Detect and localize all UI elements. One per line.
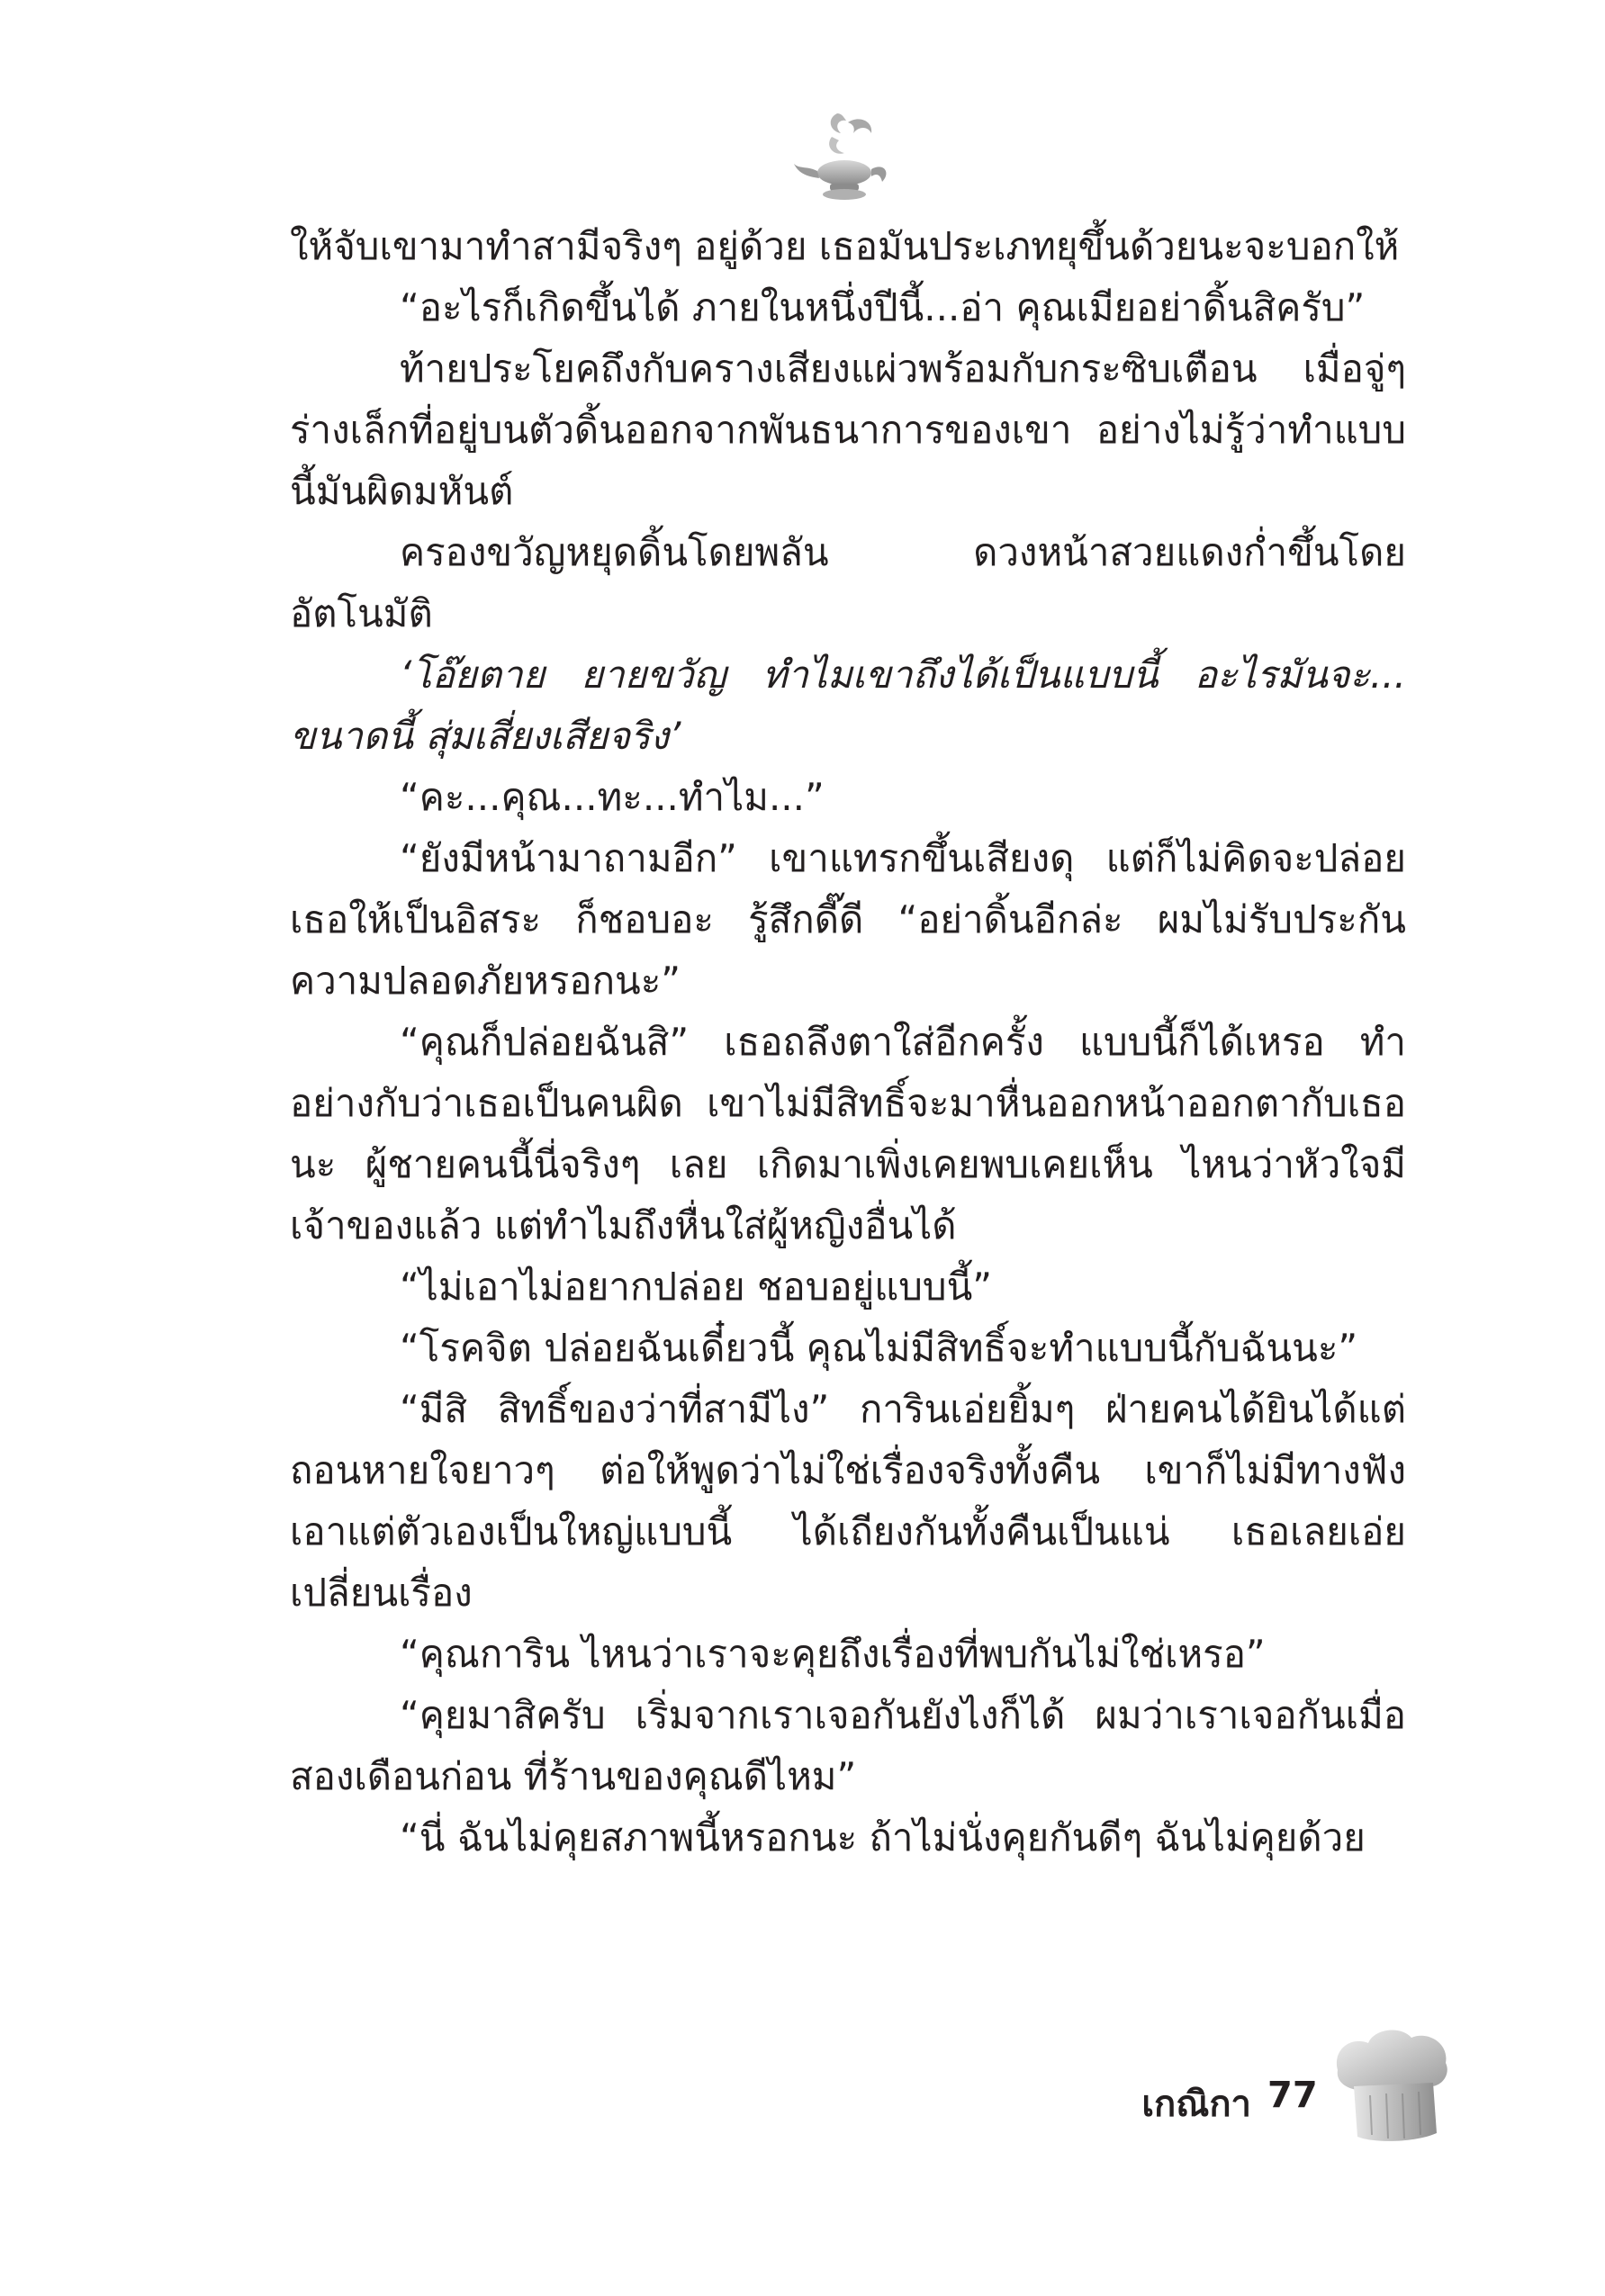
paragraph: “นี่ ฉันไม่คุยสภาพนี้หรอกนะ ถ้าไม่นั่งคุยกันดีๆ ฉันไม่คุยด้วย <box>400 1815 1366 1859</box>
paragraph: “อะไรก็เกิดขึ้นได้ ภายในหนึ่งปีนี้...อ่า คุณเมียอย่าดิ้นสิครับ” <box>400 285 1366 329</box>
paragraph: ครองขวัญหยุดดิ้นโดยพลัน ดวงหน้าสวยแดงก่ำขึ้นโดยอัตโนมัติ <box>290 530 1406 635</box>
paragraph: “คุณการิน ไหนว่าเราจะคุยถึงเรื่องที่พบกันไม่ใช่เหรอ” <box>400 1632 1266 1676</box>
paragraph: “โรคจิต ปล่อยฉันเดี๋ยวนี้ คุณไม่มีสิทธิ์จะทำแบบนี้กับฉันนะ” <box>400 1326 1358 1370</box>
chef-hat-icon <box>1330 2023 1455 2151</box>
paragraph: “คุณก็ปล่อยฉันสิ” เธอถลึงตาใส่อีกครั้ง แบบนี้ก็ได้เหรอ ทำอย่างกับว่าเธอเป็นคนผิด เขาไม่มีสิทธิ์จะมาหื่นออกหน้าออกตากับเธอนะ ผู้ชายคนนี้นี่จริงๆ เลย เกิดมาเพิ่งเคยพบเคยเห็น ไหนว่าหัวใจมีเจ้าของแล้ว แต่ทำไมถึงหื่นใส่ผู้หญิงอื่นได้ <box>290 1020 1406 1247</box>
paragraph: “คุยมาสิครับ เริ่มจากเราเจอกันยังไงก็ได้ ผมว่าเราเจอกันเมื่อสองเดือนก่อน ที่ร้านของคุณดีไหม” <box>290 1693 1406 1798</box>
page-number: 77 <box>1267 2075 1318 2116</box>
paragraph: ให้จับเขามาทำสามีจริงๆ อยู่ด้วย เธอมันประเภทยุขึ้นด้วยนะจะบอกให้ <box>290 224 1400 268</box>
story-text <box>290 216 1406 1868</box>
paragraph: “ไม่เอาไม่อยากปล่อย ชอบอยู่แบบนี้” <box>400 1265 993 1309</box>
italic-thought-paragraph: ‘โอ๊ยตาย ยายขวัญ ทำไมเขาถึงได้เป็นแบบนี้ อะไรมันจะ... ขนาดนี้ สุ่มเสี่ยงเสียจริง’ <box>290 653 1406 758</box>
paragraph: “มีสิ สิทธิ์ของว่าที่สามีไง” การินเอ่ยยิ้มๆ ฝ่ายคนได้ยินได้แต่ถอนหายใจยาวๆ ต่อให้พูดว่าไม่ใช่เรื่องจริงทั้งคืน เขาก็ไม่มีทางฟังเอาแต่ตัวเองเป็นใหญ่แบบนี้ ได้เถียงกันทั้งคืนเป็นแน่ เธอเลยเอ่ยเปลี่ยนเรื่อง <box>290 1387 1406 1615</box>
paragraph: “ยังมีหน้ามาถามอีก” เขาแทรกขึ้นเสียงดุ แต่ก็ไม่คิดจะปล่อยเธอให้เป็นอิสระ ก็ชอบอะ รู้สึกดี๊ดี “อย่าดิ้นอีกล่ะ ผมไม่รับประกันความปลอดภัยหรอกนะ” <box>290 836 1406 1003</box>
magic-lamp-icon <box>790 106 898 205</box>
footer-book-title: เกณิกา <box>1141 2084 1251 2125</box>
paragraph: ท้ายประโยคถึงกับครางเสียงแผ่วพร้อมกับกระซิบเตือน เมื่อจู่ๆ ร่างเล็กที่อยู่บนตัวดิ้นออกจากพันธนาการของเขา อย่างไม่รู้ว่าทำแบบนี้มันผิดมหันต์ <box>290 347 1406 513</box>
paragraph: “คะ...คุณ...ทะ...ทำไม...” <box>400 775 825 819</box>
